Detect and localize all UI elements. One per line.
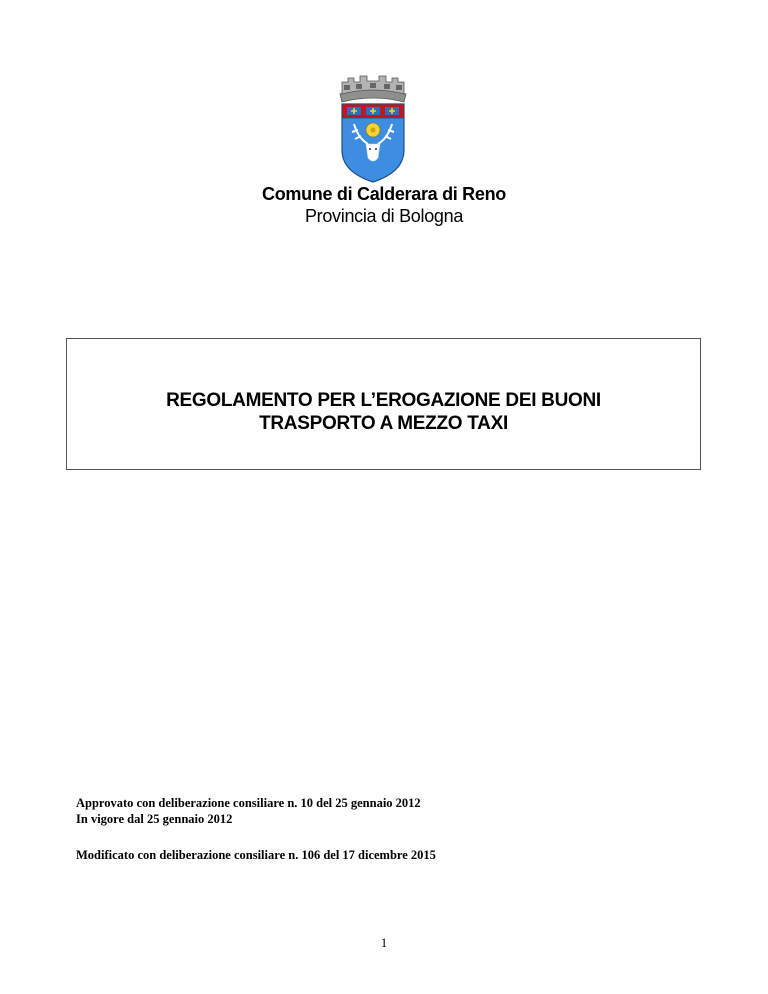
modification-note: Modificato con deliberazione consiliare n. 106 del 17 dicembre 2015 bbox=[76, 848, 436, 862]
crown-icon bbox=[340, 76, 406, 102]
in-force-note: In vigore dal 25 gennaio 2012 bbox=[76, 812, 233, 826]
document-title-line-2: TRASPORTO A MEZZO TAXI bbox=[259, 413, 508, 434]
document-title-line-1: REGOLAMENTO PER L’EROGAZIONE DEI BUONI bbox=[166, 390, 601, 411]
comune-name: Comune di Calderara di Reno bbox=[262, 184, 506, 204]
shield-icon bbox=[342, 104, 404, 182]
provincia-name: Provincia di Bologna bbox=[304, 206, 464, 226]
approval-note: Approvato con deliberazione consiliare n. 10 del 25 gennaio 2012 bbox=[76, 796, 421, 810]
page-number: 1 bbox=[380, 935, 388, 950]
coat-of-arms-icon bbox=[334, 72, 412, 184]
title-box bbox=[66, 338, 701, 470]
